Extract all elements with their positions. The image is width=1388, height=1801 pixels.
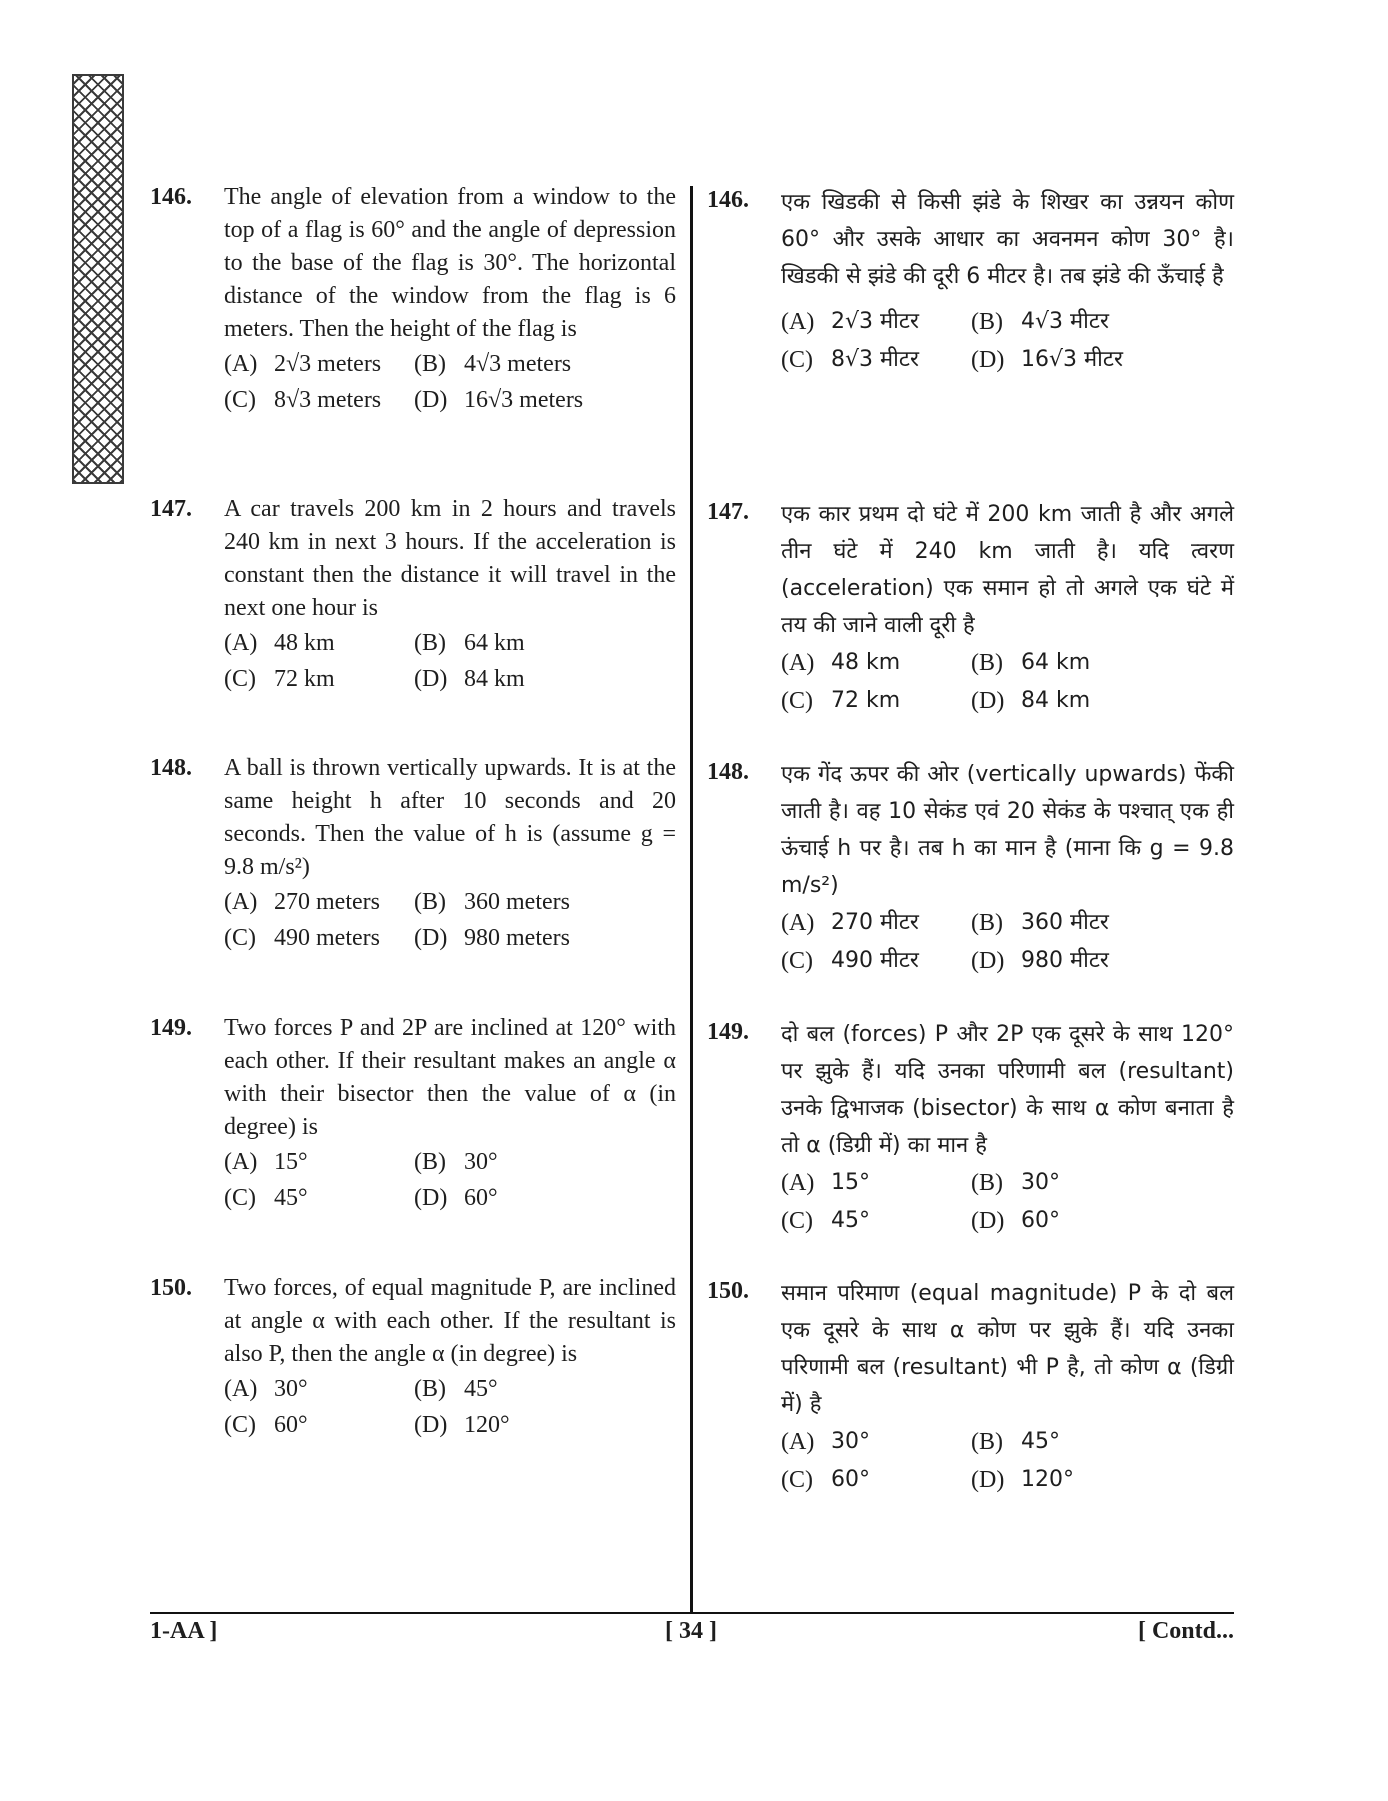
option-b: (B) 64 km <box>971 650 1091 676</box>
option-b: (B) 30° <box>414 1149 498 1175</box>
option-b: (B) 360 meters <box>414 889 570 915</box>
option-c: (C) 8√3 meters <box>224 387 382 413</box>
question-number: 146. <box>707 187 749 213</box>
question-number: 146. <box>150 184 192 210</box>
options <box>781 1164 1234 1240</box>
question-text: The angle of elevation from a window to the top of a flag is 60° and the angle of depression to the base of the flag is 30°. The horizontal distance of the window from the flag is 6 meters. Then the height of the flag is <box>224 184 676 342</box>
options <box>781 644 1234 720</box>
decorative-pattern-strip <box>72 74 124 484</box>
options <box>224 884 676 956</box>
option-b: (B) 4√3 meters <box>414 351 572 377</box>
option-d: (D) 84 km <box>971 688 1091 714</box>
question-text: A ball is thrown vertically upwards. It is at the same height h after 10 seconds and 20 seconds. Then the value of h is (assume g = 9.8 m/s²) <box>224 755 676 880</box>
page-number: [ 34 ] <box>665 1618 717 1644</box>
question-block <box>150 752 676 956</box>
option-a: (A) 2√3 मीटर <box>781 309 919 335</box>
option-b: (B) 360 मीटर <box>971 910 1109 936</box>
option-a: (A) 30° <box>224 1376 308 1402</box>
option-a: (A) 48 km <box>781 650 901 676</box>
question-number: 147. <box>707 499 749 525</box>
booklet-code: 1-AA ] <box>150 1618 218 1644</box>
question-text: A car travels 200 km in 2 hours and travels 240 km in next 3 hours. If the acceleration is constant then the distance it will travel in the next one hour is <box>224 496 676 621</box>
option-a: (A) 48 km <box>224 630 335 656</box>
question-number: 149. <box>707 1019 749 1045</box>
question-number: 148. <box>150 755 192 781</box>
option-a: (A) 2√3 meters <box>224 351 382 377</box>
question-block <box>707 496 1234 720</box>
option-d: (D) 16√3 meters <box>414 387 584 413</box>
option-b: (B) 64 km <box>414 630 525 656</box>
question-number: 148. <box>707 759 749 785</box>
question-block <box>150 181 676 418</box>
options <box>224 1144 676 1216</box>
question-block <box>150 1272 676 1443</box>
option-d: (D) 120° <box>971 1467 1074 1493</box>
option-c: (C) 60° <box>224 1412 308 1438</box>
question-block <box>150 493 676 697</box>
question-number: 147. <box>150 496 192 522</box>
option-c: (C) 72 km <box>224 666 335 692</box>
question-block <box>150 1012 676 1216</box>
option-b: (B) 30° <box>971 1170 1060 1196</box>
question-text: समान परिमाण (equal magnitude) P के दो बल एक दूसरे के साथ α कोण पर झुके हैं। यदि उनका परिणामी बल (resultant) भी P है, तो कोण α (डिग्री में) है <box>781 1281 1234 1417</box>
option-d: (D) 60° <box>414 1185 498 1211</box>
question-number: 150. <box>707 1278 749 1304</box>
question-block <box>707 756 1234 980</box>
question-number: 150. <box>150 1275 192 1301</box>
question-text: Two forces P and 2P are inclined at 120° with each other. If their resultant makes an angle α with their bisector then the value of α (in degree) is <box>224 1015 676 1140</box>
option-a: (A) 270 meters <box>224 889 380 915</box>
option-d: (D) 980 meters <box>414 925 570 951</box>
option-d: (D) 84 km <box>414 666 525 692</box>
question-block <box>707 184 1234 379</box>
option-b: (B) 45° <box>414 1376 498 1402</box>
option-c: (C) 45° <box>781 1208 870 1234</box>
question-number: 149. <box>150 1015 192 1041</box>
option-d: (D) 16√3 मीटर <box>971 347 1123 373</box>
question-text: Two forces, of equal magnitude P, are inclined at angle α with each other. If the resultant is also P, then the angle α (in degree) is <box>224 1275 676 1367</box>
question-block <box>707 1016 1234 1240</box>
question-text: दो बल (forces) P और 2P एक दूसरे के साथ 120° पर झुके हैं। यदि उनका परिणामी बल (resultant) उनके द्विभाजक (bisector) के साथ α कोण बनाता है तो α (डिग्री में) का मान है <box>781 1022 1234 1158</box>
options <box>224 1371 676 1443</box>
option-a: (A) 30° <box>781 1429 870 1455</box>
option-c: (C) 490 meters <box>224 925 380 951</box>
option-d: (D) 60° <box>971 1208 1060 1234</box>
question-text: एक गेंद ऊपर की ओर (vertically upwards) फेंकी जाती है। वह 10 सेकंड एवं 20 सेकंड के पश्चात् एक ही ऊंचाई h पर है। तब h का मान है (माना कि g = 9.8 m/s²) <box>781 762 1234 898</box>
option-b: (B) 4√3 मीटर <box>971 309 1109 335</box>
option-a: (A) 15° <box>781 1170 870 1196</box>
option-b: (B) 45° <box>971 1429 1060 1455</box>
option-a: (A) 270 मीटर <box>781 910 919 936</box>
option-a: (A) 15° <box>224 1149 308 1175</box>
option-c: (C) 72 km <box>781 688 901 714</box>
options <box>781 1423 1234 1499</box>
options <box>224 346 676 418</box>
options <box>781 303 1234 379</box>
option-c: (C) 490 मीटर <box>781 948 919 974</box>
option-c: (C) 45° <box>224 1185 308 1211</box>
question-block <box>707 1275 1234 1499</box>
options <box>781 904 1234 980</box>
footer-rule <box>150 1612 1234 1614</box>
option-d: (D) 980 मीटर <box>971 948 1109 974</box>
column-divider <box>690 186 693 1614</box>
question-text: एक खिडकी से किसी झंडे के शिखर का उन्नयन कोण 60° और उसके आधार का अवनमन कोण 30° है। खिडकी से झंडे की दूरी 6 मीटर है। तब झंडे की ऊँचाई है <box>781 190 1234 289</box>
continued-label: [ Contd... <box>1137 1618 1234 1644</box>
option-d: (D) 120° <box>414 1412 510 1438</box>
option-c: (C) 60° <box>781 1467 870 1493</box>
options <box>224 625 676 697</box>
question-text: एक कार प्रथम दो घंटे में 200 km जाती है और अगले तीन घंटे में 240 km जाती है। यदि त्वरण (acceleration) एक समान हो तो अगले एक घंटे में तय की जाने वाली दूरी है <box>781 502 1234 638</box>
option-c: (C) 8√3 मीटर <box>781 347 919 373</box>
